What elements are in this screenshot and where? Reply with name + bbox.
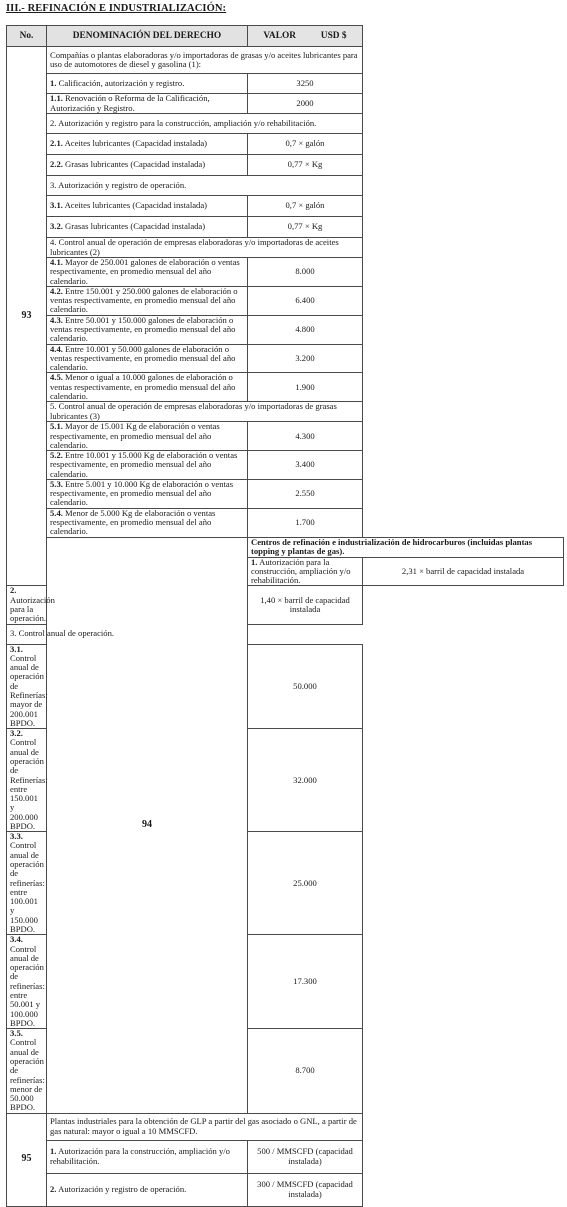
table-row <box>7 1173 564 1206</box>
table-row <box>7 176 564 196</box>
item-description: 3.5. Control anual de operación de refinerías: menor de 50.000 BPDO. <box>7 1029 47 1114</box>
item-value: 1,40 × barril de capacidad instalada <box>248 586 363 624</box>
table-row <box>7 537 564 557</box>
item-description: 5.3. Entre 5.001 y 10.000 Kg de elaboración o ventas respectivamente, en promedio mensual del año calendario. <box>47 479 248 508</box>
table-row <box>7 315 564 344</box>
item-value: 2000 <box>248 94 363 114</box>
table-row <box>7 196 564 217</box>
item-description: 3.3. Control anual de operación de refinerías: entre 100.001 y 150.000 BPDO. <box>7 832 47 935</box>
item-description: 3.1. Aceites lubricantes (Capacidad instalada) <box>47 196 248 217</box>
table-row <box>7 134 564 155</box>
item-description: 3.2. Control anual de operación de Refinerías: entre 150.001 y 200.000 BPDO. <box>7 729 47 832</box>
table-row <box>7 74 564 94</box>
item-description: 5.1. Mayor de 15.001 Kg de elaboración o ventas respectivamente, en promedio mensual del año calendario. <box>47 422 248 451</box>
row-number-95: 95 <box>7 1113 47 1206</box>
item-value: 2.550 <box>248 479 363 508</box>
item-description: 3.1. Control anual de operación de Refinerías: mayor de 200.001 BPDO. <box>7 644 47 729</box>
table-row <box>7 1113 564 1140</box>
item-description: 2.2. Grasas lubricantes (Capacidad instalada) <box>47 155 248 176</box>
table-header-row <box>7 26 564 47</box>
item-value: 0,7 × galón <box>248 134 363 155</box>
item-value: 2,31 × barril de capacidad instalada <box>363 557 564 586</box>
item-value: 4.800 <box>248 315 363 344</box>
item-value: 17.300 <box>248 935 363 1029</box>
item-value: 6.400 <box>248 286 363 315</box>
item-value: 0,7 × galón <box>248 196 363 217</box>
row-number-94: 94 <box>47 537 248 1113</box>
item-description: 3.4. Control anual de operación de refinerías: entre 50.001 y 100.000 BPDO. <box>7 935 47 1029</box>
item-value: 32.000 <box>248 729 363 832</box>
table-row <box>7 217 564 238</box>
column-header-unit-label: USD $ <box>320 30 347 41</box>
column-header-denominacion: DENOMINACIÓN DEL DERECHO <box>47 26 248 47</box>
section-title-94: Centros de refinación e industrialización de hidrocarburos (incluidas plantas topping y plantas de gas). <box>248 537 564 557</box>
table-row <box>7 1140 564 1173</box>
item-description: 4.5. Menor o igual a 10.000 galones de elaboración o ventas respectivamente, en promedio mensual del año calendario. <box>47 373 248 402</box>
item-description: 1. Calificación, autorización y registro. <box>47 74 248 94</box>
item-value: 8.700 <box>248 1029 363 1114</box>
table-row <box>7 94 564 114</box>
table-row <box>7 479 564 508</box>
table-row <box>7 258 564 287</box>
item-value: 0,77 × Kg <box>248 155 363 176</box>
table-row <box>7 114 564 134</box>
section-title-93: Compañías o plantas elaboradoras y/o importadoras de grasas y/o aceites lubricantes para uso de automotores de diesel y gasolina (1): <box>47 47 363 74</box>
item-description: 5.4. Menor de 5.000 Kg de elaboración o ventas respectivamente, en promedio mensual del año calendario. <box>47 508 248 537</box>
item-value: 500 / MMSCFD (capacidad instalada) <box>248 1140 363 1173</box>
item-description: 4.1. Mayor de 250.001 galones de elaboración o ventas respectivamente, en promedio mensual del año calendario. <box>47 258 248 287</box>
table-row <box>7 238 564 258</box>
item-value: 50.000 <box>248 644 363 729</box>
item-description: 1. Autorización para la construcción, ampliación y/o rehabilitación. <box>248 557 363 586</box>
item-value: 3.400 <box>248 451 363 480</box>
item-description: 2.1. Aceites lubricantes (Capacidad instalada) <box>47 134 248 155</box>
item-description: 4.4. Entre 10.001 y 50.000 galones de elaboración o ventas respectivamente, en promedio mensual del año calendario. <box>47 344 248 373</box>
item-description: 1. Autorización para la construcción, ampliación y/o rehabilitación. <box>47 1140 248 1173</box>
column-header-valor <box>248 26 363 47</box>
item-description: 2. Autorización y registro de operación. <box>47 1173 248 1206</box>
column-header-no: No. <box>7 26 47 47</box>
table-row <box>7 451 564 480</box>
table-row <box>7 286 564 315</box>
row-number-93: 93 <box>7 47 47 586</box>
subsection-title: 5. Control anual de operación de empresas elaboradoras y/o importadoras de grasas lubricantes (3) <box>47 402 363 422</box>
section-heading: III.- REFINACIÓN E INDUSTRIALIZACIÓN: <box>6 3 227 14</box>
item-description: 2. Autorización para la operación. <box>7 586 47 624</box>
fees-table <box>6 25 564 1207</box>
item-description: 4.3. Entre 50.001 y 150.000 galones de elaboración o ventas respectivamente, en promedio mensual del año calendario. <box>47 315 248 344</box>
section-title-95: Plantas industriales para la obtención de GLP a partir del gas asociado o GNL, a partir de gas natural: mayor o igual a 10 MMSCFD. <box>47 1113 363 1140</box>
column-header-valor-label: VALOR <box>263 30 297 41</box>
table-row <box>7 402 564 422</box>
item-description: 5.2. Entre 10.001 y 15.000 Kg de elaboración o ventas respectivamente, en promedio mensual del año calendario. <box>47 451 248 480</box>
item-value: 3250 <box>248 74 363 94</box>
table-row <box>7 155 564 176</box>
subsection-title: 4. Control anual de operación de empresas elaboradoras y/o importadoras de aceites lubricantes (2) <box>47 238 363 258</box>
item-value: 0,77 × Kg <box>248 217 363 238</box>
table-row <box>7 624 564 644</box>
table-row <box>7 344 564 373</box>
table-row <box>7 508 564 537</box>
item-description: 3.2. Grasas lubricantes (Capacidad instalada) <box>47 217 248 238</box>
subsection-title: 3. Autorización y registro de operación. <box>47 176 363 196</box>
item-value: 25.000 <box>248 832 363 935</box>
table-row <box>7 373 564 402</box>
item-value: 8.000 <box>248 258 363 287</box>
table-row <box>7 422 564 451</box>
item-description: 1.1. Renovación o Reforma de la Calificación, Autorización y Registro. <box>47 94 248 114</box>
item-description: 4.2. Entre 150.001 y 250.000 galones de elaboración o ventas respectivamente, en promedio mensual del año calendario. <box>47 286 248 315</box>
item-value: 3.200 <box>248 344 363 373</box>
subsection-title: 3. Control anual de operación. <box>7 624 248 644</box>
table-row <box>7 47 564 74</box>
subsection-title: 2. Autorización y registro para la construcción, ampliación y/o rehabilitación. <box>47 114 363 134</box>
item-value: 1.900 <box>248 373 363 402</box>
item-value: 1.700 <box>248 508 363 537</box>
item-value: 300 / MMSCFD (capacidad instalada) <box>248 1173 363 1206</box>
item-value: 4.300 <box>248 422 363 451</box>
